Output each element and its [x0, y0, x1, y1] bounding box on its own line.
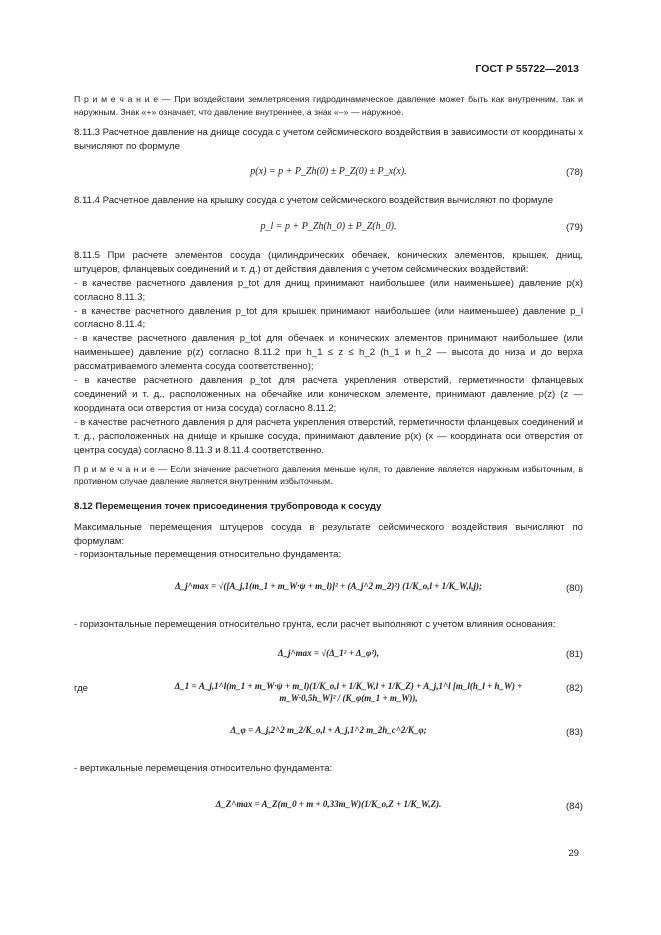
note-2 [74, 463, 583, 488]
paragraph-horizontal-ground: - горизонтальные перемещения относительно грунта, если расчет выполняют с учетом влияния основания: [74, 619, 556, 631]
list-item-4: - в качестве расчетного давления p_tot для расчета укрепления отверстий, герметичности фланцевых соединений и т. д., расположенных на обечайке или коническом элементе, принимают давление p(z) (z — координата оси отверстия от низа сосуда) согласно 8.11.2; [74, 375, 583, 414]
paragraph-8-11-3: 8.11.3 Расчетное давление на днище сосуда с учетом сейсмического воздействия в зависимости от координаты x вычисляют по формуле [74, 127, 583, 153]
equation-80-number: (80) [565, 583, 583, 595]
page-number: 29 [568, 848, 579, 859]
where-label: где [74, 683, 89, 695]
equation-79-number: (79) [565, 221, 583, 233]
equation-79 [74, 217, 583, 239]
equation-82-number: (82) [565, 683, 583, 695]
paragraph-8-11-5: 8.11.5 При расчете элементов сосуда (цилиндрических обечаек, конических элементов, крышек, днищ, штуцеров, фланцевых соединений и т. д.) от действия давления с учетом сейсмических воздействий: [74, 249, 583, 275]
equation-81-number: (81) [565, 649, 583, 661]
list-item-2: - в качестве расчетного давления p_tot для крышек принимают наибольшее (или наименьшее) давление p_l согласно 8.11.4; [74, 305, 583, 331]
list-item-1: - в качестве расчетного давления p_tot для днищ принимают наибольшее (или наименьшее) давление p(x) согласно 8.11.3; [74, 277, 583, 303]
equation-80 [74, 572, 583, 602]
page-header: ГОСТ Р 55722—2013 [475, 63, 579, 75]
equation-83-number: (83) [565, 727, 583, 739]
list-item-3: - в качестве расчетного давления p_tot для обечаек и конических элементов принимают наибольшее (или наименьшее) давление p(z) согласно 8.11.2 при h_1 ≤ z ≤ h_2 (h_1 и h_2 — высота до низа и до верха рассматриваемого элемента сосуда соответственно); [74, 333, 583, 373]
equation-78-body: p(x) = p + P_Zh(0) ± P_Z(0) ± P_x(x). [250, 166, 407, 177]
equation-82 [74, 674, 583, 708]
equation-83-body: Δ_φ = A_j,2^2 m_2/K_o,l + A_j,1^2 m_2h_c^2/K_φ; [230, 725, 427, 736]
paragraph-8-11-4: 8.11.4 Расчетное давление на крышку сосуда с учетом сейсмического воздействия вычисляют по формуле [74, 195, 554, 206]
note-2-text: — Если значение расчетного давления меньше нуля, то давление является наружным избыточным, в противном случае давление является внутренним избыточным. [74, 463, 584, 487]
section-heading-8-12: 8.12 Перемещения точек присоединения трубопровода к сосуду [74, 500, 382, 512]
equation-84 [74, 790, 583, 822]
equation-84-number: (84) [565, 801, 583, 813]
equation-82-body: Δ_1 = A_j,1^l(m_1 + m_W·ψ + m_l)(1/K_o,l + 1/K_W,l + 1/K_Z) + A_j,1^l [m_l(h_l + h_W) + m_W·0,5h_W]² / (K_φ(m_1 + m_W)), [174, 681, 523, 704]
equation-79-body: p_l = p + P_Zh(h_0) ± P_Z(h_0). [260, 220, 397, 232]
equation-81-body: Δ_j^max = √(Δ_1² + Δ_φ²), [277, 648, 380, 659]
note-1-label: П р и м е ч а н и е [74, 94, 159, 104]
paragraph-horizontal-foundation: - горизонтальные перемещения относительно фундамента: [74, 549, 342, 561]
equation-78 [74, 162, 583, 184]
equation-84-body: Δ_Z^max = A_Z(m_0 + m + 0,33m_W)(1/K_o,Z + 1/K_W,Z). [215, 799, 442, 810]
document-body [74, 93, 583, 822]
equation-83 [74, 716, 583, 748]
paragraph-vertical-foundation: - вертикальные перемещения относительно фундамента: [74, 763, 333, 775]
equation-81 [74, 644, 583, 666]
note-1-text: — При воздействии землетрясения гидродинамическое давление может быть как внутренним, так и наружным. Знак «+» означает, что давление внутреннее, а знак «–» — наружное. [74, 94, 584, 117]
note-2-label: П р и м е ч а н и е [74, 463, 155, 474]
paragraph-8-12-intro: Максимальные перемещения штуцеров сосуда в результате сейсмического воздействия вычисляют по формулам: [74, 521, 583, 547]
equation-78-number: (78) [565, 167, 583, 178]
note-1 [74, 93, 583, 118]
list-item-5: - в качестве расчетного давления p для расчета укрепления отверстий, герметичности фланцевых соединений и т. д., расположенных на днище и крышке сосуда, принимают давление p(x) (x — координата оси отверстия от центра сосуда) согласно 8.11.3 и 8.11.4 соответственно. [74, 416, 583, 456]
equation-80-body: Δ_j^max = √([A_j,1(m_1 + m_W·ψ + m_l)]² + (A_j^2 m_2)²) (1/K_o,l + 1/K_W,l,j); [175, 581, 482, 592]
